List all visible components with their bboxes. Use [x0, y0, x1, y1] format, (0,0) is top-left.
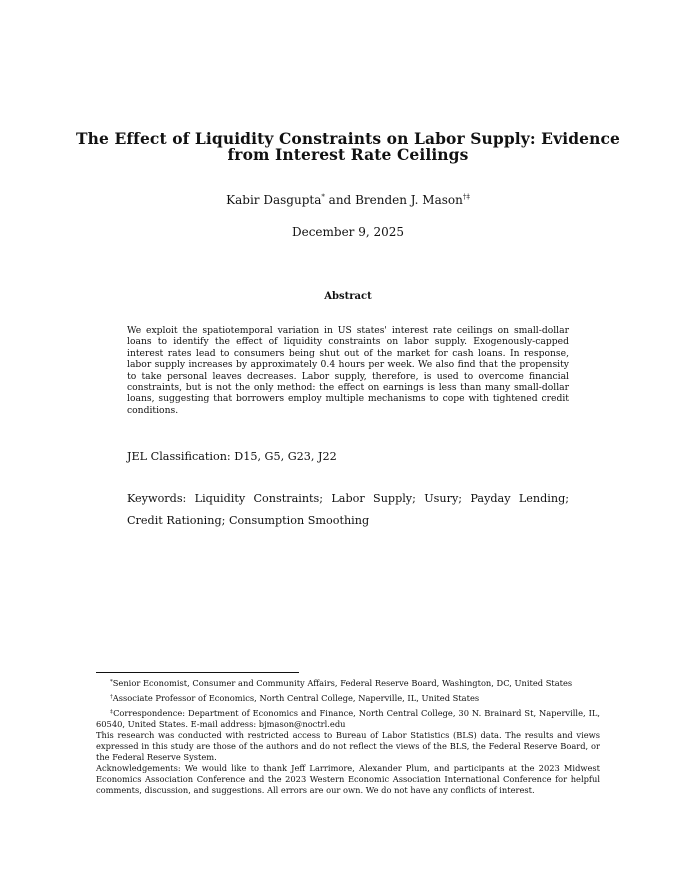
footnote-3-mark: ‡: [110, 709, 114, 715]
paper-title: The Effect of Liquidity Constraints on Labor Supply: Evidence from Interest Rate Ceilings: [76, 129, 620, 164]
author-name-2: Brenden J. Mason: [355, 193, 463, 207]
footnote-2-mark: †: [110, 694, 113, 700]
footnote-3: [96, 707, 600, 730]
footnotes: [96, 677, 600, 796]
bls-disclaimer: This research was conducted with restricted access to Bureau of Labor Statistics (BLS) data. The results and views expressed in this study are those of the authors and do not reflect the views of the BLS, the Federal Reserve Board, or the Federal Reserve System.: [96, 730, 600, 762]
author-2-footnote-mark: †‡: [462, 193, 470, 201]
abstract-text: We exploit the spatiotemporal variation in US states' interest rate ceilings on small-dollar loans to identify the effect of liquidity constraints on labor supply. Exogenously-capped interest rates lead to consumers being shut out of the market for cash loans. In response, labor supply increases by approximately 0.4 hours per week. We also find that the propensity to take personal leaves decreases. Labor supply, therefore, is used to overcome financial constraints, but is not the only method: the effect on earnings is less than many small-dollar loans, suggesting that borrowers employ multiple mechanisms to cope with tightened credit conditions.: [127, 325, 569, 416]
footnote-divider: [96, 672, 299, 673]
footnote-1-mark: *: [110, 679, 113, 685]
acknowledgements: Acknowledgements: We would like to thank Jeff Larrimore, Alexander Plum, and participants at the 2023 Midwest Economics Association Conference and the 2023 Western Economic Association International Conference for helpful comments, discussion, and suggestions. All errors are our own. We do not have any conflicts of interest.: [96, 763, 600, 795]
footnote-1: [96, 677, 600, 689]
abstract-heading: Abstract: [324, 291, 372, 302]
footnote-2-text: Associate Professor of Economics, North Central College, Naperville, IL, United States: [112, 693, 480, 703]
footnote-1-text: Senior Economist, Consumer and Community Affairs, Federal Reserve Board, Washington, DC, United States: [112, 678, 573, 688]
keywords: Keywords: Liquidity Constraints; Labor Supply; Usury; Payday Lending; Credit Rationing; Consumption Smoothing: [127, 492, 569, 527]
author-line: [60, 190, 636, 208]
jel-classification: JEL Classification: D15, G5, G23, J22: [127, 450, 337, 463]
author-name-1: Kabir Dasgupta: [226, 193, 322, 207]
footnote-2: [96, 692, 600, 704]
footnote-3-text: Correspondence: Department of Economics and Finance, North Central College, 30 N. Brainard St, Naperville, IL, 60540, United States. E-mail address: bjmason@noctrl.edu: [96, 708, 601, 729]
publication-date: December 9, 2025: [291, 225, 405, 239]
author-conjunction: and: [324, 193, 356, 207]
author-1-footnote-mark: *: [321, 193, 325, 201]
